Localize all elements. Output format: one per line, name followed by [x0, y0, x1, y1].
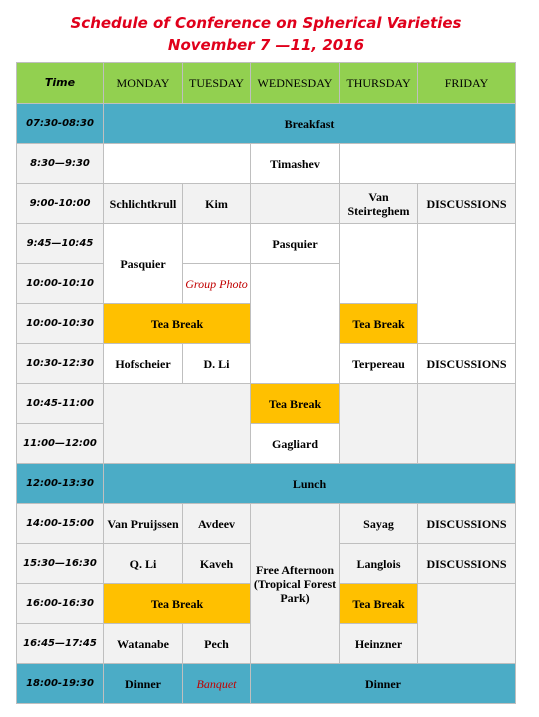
- tea-break-wednesday-cell: Tea Break: [251, 384, 340, 424]
- session-dli: D. Li: [183, 344, 251, 384]
- header-thursday: THURSDAY: [340, 63, 418, 104]
- discussions-cell: DISCUSSIONS: [418, 344, 516, 384]
- tea-break-thursday-cell: Tea Break: [340, 304, 418, 344]
- discussions-cell: DISCUSSIONS: [418, 504, 516, 544]
- session-pasquier-wed: Pasquier: [251, 224, 340, 264]
- header-wednesday: WEDNESDAY: [251, 63, 340, 104]
- time-cell: 18:00-19:30: [17, 664, 104, 704]
- empty-cell: [418, 584, 516, 664]
- empty-cell: [104, 144, 251, 184]
- schedule-title: [16, 12, 516, 56]
- time-cell: 16:00-16:30: [17, 584, 104, 624]
- time-cell: 9:45—10:45: [17, 224, 104, 264]
- dinner-cell: Dinner: [251, 664, 516, 704]
- empty-cell: [340, 224, 418, 304]
- lunch-cell: Lunch: [104, 464, 516, 504]
- time-cell: 14:00-15:00: [17, 504, 104, 544]
- header-monday: MONDAY: [104, 63, 183, 104]
- title-line-1: Schedule of Conference on Spherical Varieties: [70, 14, 462, 32]
- time-cell: 10:00-10:30: [17, 304, 104, 344]
- time-cell: 10:45-11:00: [17, 384, 104, 424]
- header-friday: FRIDAY: [418, 63, 516, 104]
- session-kim: Kim: [183, 184, 251, 224]
- session-hofscheier: Hofscheier: [104, 344, 183, 384]
- empty-cell: [418, 224, 516, 344]
- discussions-cell: DISCUSSIONS: [418, 184, 516, 224]
- header-row: [17, 63, 516, 104]
- dinner-monday-cell: Dinner: [104, 664, 183, 704]
- time-cell: 07:30-08:30: [17, 104, 104, 144]
- time-cell: 10:00-10:10: [17, 264, 104, 304]
- breakfast-cell: Breakfast: [104, 104, 516, 144]
- time-cell: 9:00-10:00: [17, 184, 104, 224]
- session-kaveh: Kaveh: [183, 544, 251, 584]
- tea-break-cell: Tea Break: [104, 304, 251, 344]
- session-langlois: Langlois: [340, 544, 418, 584]
- table-row: [17, 104, 516, 144]
- group-photo-cell: Group Photo: [183, 264, 251, 304]
- time-cell: 16:45—17:45: [17, 624, 104, 664]
- tea-break-cell: Tea Break: [104, 584, 251, 624]
- session-timashev: Timashev: [251, 144, 340, 184]
- time-cell: 8:30—9:30: [17, 144, 104, 184]
- session-van-steirteghem: Van Steirteghem: [340, 184, 418, 224]
- table-row: [17, 504, 516, 544]
- tea-break-thursday-cell: Tea Break: [340, 584, 418, 624]
- empty-cell: [340, 384, 418, 464]
- session-qli: Q. Li: [104, 544, 183, 584]
- empty-cell: [340, 144, 516, 184]
- table-row: [17, 384, 516, 424]
- session-pech: Pech: [183, 624, 251, 664]
- table-row: [17, 664, 516, 704]
- session-van-pruijssen: Van Pruijssen: [104, 504, 183, 544]
- time-cell: 10:30-12:30: [17, 344, 104, 384]
- session-watanabe: Watanabe: [104, 624, 183, 664]
- discussions-cell: DISCUSSIONS: [418, 544, 516, 584]
- table-row: [17, 144, 516, 184]
- table-row: [17, 184, 516, 224]
- header-time: Time: [17, 63, 104, 104]
- time-cell: 11:00—12:00: [17, 424, 104, 464]
- empty-cell: [251, 184, 340, 224]
- empty-cell: [418, 384, 516, 464]
- free-afternoon-cell: Free Afternoon (Tropical Forest Park): [251, 504, 340, 664]
- empty-cell: [183, 224, 251, 264]
- session-sayag: Sayag: [340, 504, 418, 544]
- table-row: [17, 464, 516, 504]
- title-line-2: November 7 —11, 2016: [167, 36, 365, 54]
- session-heinzner: Heinzner: [340, 624, 418, 664]
- time-cell: 12:00-13:30: [17, 464, 104, 504]
- session-avdeev: Avdeev: [183, 504, 251, 544]
- time-cell: 15:30—16:30: [17, 544, 104, 584]
- schedule-table: [16, 62, 516, 704]
- session-pasquier-mon: Pasquier: [104, 224, 183, 304]
- session-gagliard: Gagliard: [251, 424, 340, 464]
- empty-cell: [104, 384, 251, 464]
- session-terpereau: Terpereau: [340, 344, 418, 384]
- table-row: [17, 224, 516, 264]
- header-tuesday: TUESDAY: [183, 63, 251, 104]
- empty-cell: [251, 264, 340, 384]
- session-schlichtkrull: Schlichtkrull: [104, 184, 183, 224]
- banquet-cell: Banquet: [183, 664, 251, 704]
